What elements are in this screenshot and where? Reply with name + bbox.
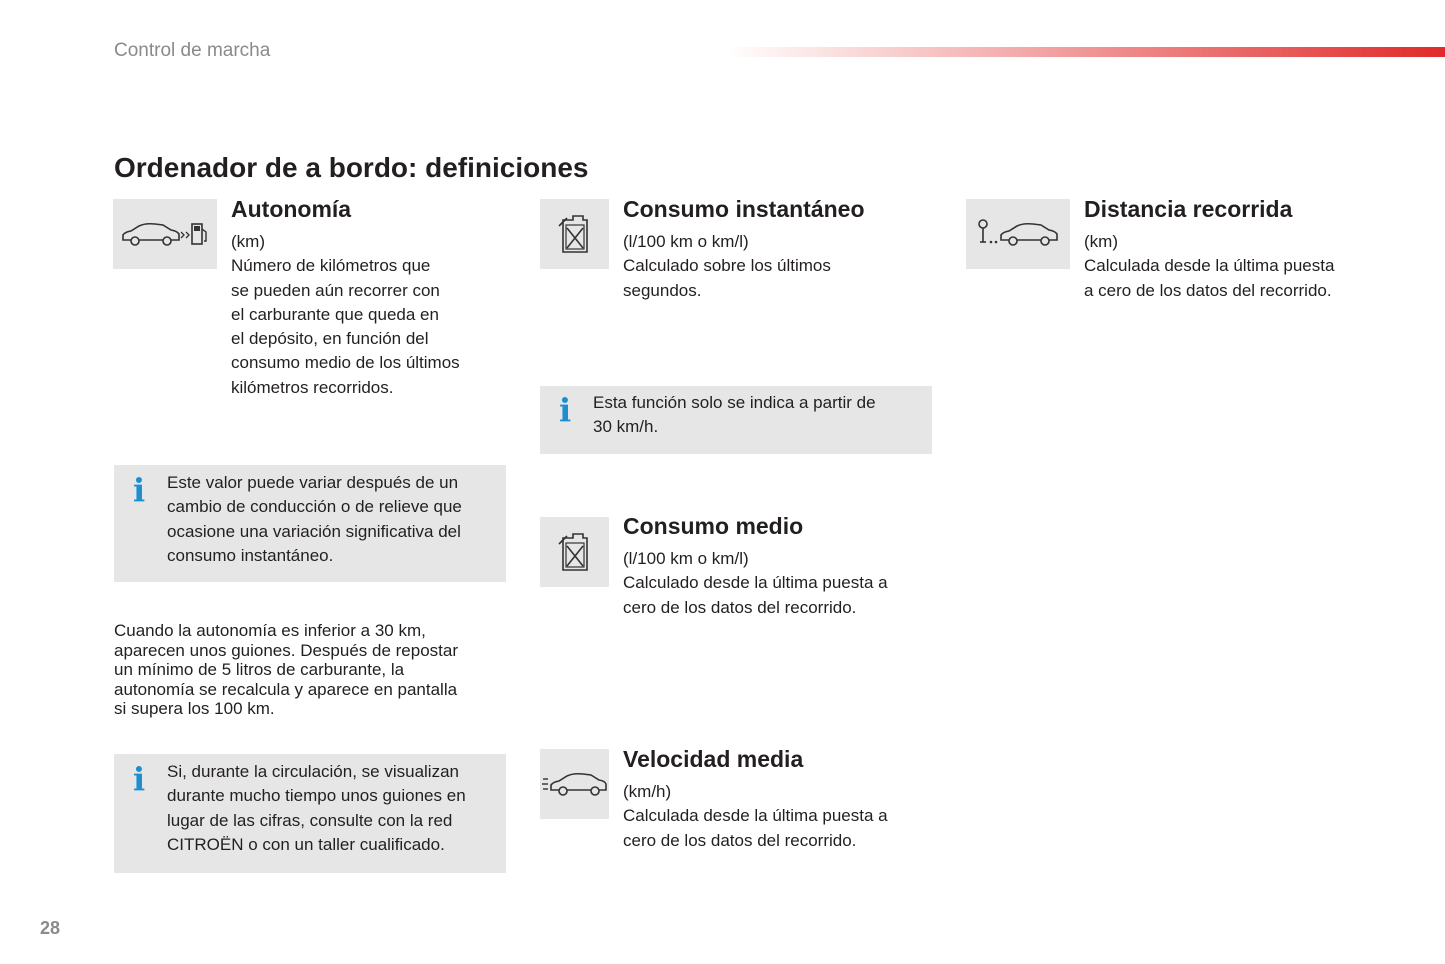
- header-accent-bar: [725, 47, 1445, 57]
- velocidad-heading: Velocidad media: [623, 746, 804, 772]
- autonomia-line: Número de kilómetros que: [231, 256, 431, 276]
- consumo-instantaneo-heading: Consumo instantáneo: [623, 196, 865, 222]
- autonomia-note: [114, 621, 509, 719]
- consumo-instantaneo-line: Calculado sobre los últimos: [623, 256, 831, 276]
- autonomia-line: kilómetros recorridos.: [231, 377, 394, 397]
- info-line: cambio de conducción o de relieve que: [167, 497, 462, 517]
- info-line: 30 km/h.: [593, 417, 659, 437]
- note-line: aparecen unos guiones. Después de repostar: [114, 640, 459, 660]
- info-line: durante mucho tiempo unos guiones en: [167, 786, 466, 806]
- autonomia-unit: (km): [231, 232, 265, 251]
- section-label: Control de marcha: [114, 40, 271, 61]
- info-line: ocasione una variación significativa del: [167, 521, 461, 541]
- autonomia-heading: Autonomía: [231, 196, 352, 222]
- fuel-can-icon: [555, 530, 595, 574]
- car-fuel-pump-icon: [117, 214, 213, 254]
- velocidad-text: [623, 780, 933, 853]
- info-box-speed-text: [593, 391, 923, 440]
- note-line: si supera los 100 km.: [114, 699, 275, 718]
- autonomia-text: [231, 230, 521, 400]
- autonomia-line: consumo medio de los últimos: [231, 353, 460, 373]
- velocidad-icon-box: [540, 749, 609, 819]
- consumo-medio-icon-box: [540, 517, 609, 587]
- page-title: Ordenador de a bordo: definiciones: [114, 152, 589, 183]
- autonomia-line: se pueden aún recorrer con: [231, 280, 440, 300]
- info-box-speed: [540, 386, 932, 454]
- distancia-text: [1084, 230, 1404, 303]
- info-icon: i: [133, 471, 146, 509]
- distancia-icon-box: [966, 199, 1070, 269]
- note-line: un mínimo de 5 litros de carburante, la: [114, 660, 405, 679]
- consumo-instantaneo-text: [623, 230, 923, 303]
- info-box-variation: [114, 465, 506, 582]
- fuel-can-icon: [555, 212, 595, 256]
- velocidad-line: cero de los datos del recorrido.: [623, 830, 857, 850]
- velocidad-line: Calculada desde la última puesta a: [623, 806, 888, 826]
- note-line: autonomía se recalcula y aparece en pantalla: [114, 679, 458, 699]
- info-line: lugar de las cifras, consulte con la red: [167, 810, 453, 830]
- consumo-instantaneo-icon-box: [540, 199, 609, 269]
- info-line: consumo instantáneo.: [167, 545, 334, 565]
- velocidad-unit: (km/h): [623, 782, 672, 801]
- consumo-medio-unit: (l/100 km o km/l): [623, 549, 749, 568]
- info-line: CITROËN o con un taller cualificado.: [167, 834, 445, 854]
- consumo-medio-line: Calculado desde la última puesta a: [623, 573, 888, 593]
- speed-car-icon: [542, 769, 608, 799]
- distancia-unit: (km): [1084, 232, 1118, 251]
- info-icon: i: [133, 760, 146, 798]
- note-line: Cuando la autonomía es inferior a 30 km,: [114, 621, 426, 640]
- distancia-line: a cero de los datos del recorrido.: [1084, 280, 1332, 300]
- info-box-dashes-text: [167, 760, 502, 857]
- distancia-heading: Distancia recorrida: [1084, 196, 1293, 222]
- consumo-instantaneo-line: segundos.: [623, 280, 702, 300]
- autonomia-line: el depósito, en función del: [231, 329, 429, 349]
- consumo-medio-line: cero de los datos del recorrido.: [623, 597, 857, 617]
- info-line: Esta función solo se indica a partir de: [593, 393, 876, 412]
- autonomia-icon-box: [113, 199, 217, 269]
- info-box-dashes: [114, 754, 506, 873]
- consumo-medio-text: [623, 547, 933, 620]
- info-line: Este valor puede variar después de un: [167, 473, 459, 492]
- trip-car-icon: [973, 216, 1063, 252]
- consumo-instantaneo-unit: (l/100 km o km/l): [623, 232, 749, 251]
- info-line: Si, durante la circulación, se visualizan: [167, 762, 459, 781]
- distancia-line: Calculada desde la última puesta: [1084, 256, 1335, 276]
- autonomia-line: el carburante que queda en: [231, 304, 439, 324]
- page-number: 28: [40, 918, 61, 938]
- consumo-medio-heading: Consumo medio: [623, 513, 804, 539]
- info-icon: i: [559, 391, 572, 429]
- info-box-variation-text: [167, 471, 502, 568]
